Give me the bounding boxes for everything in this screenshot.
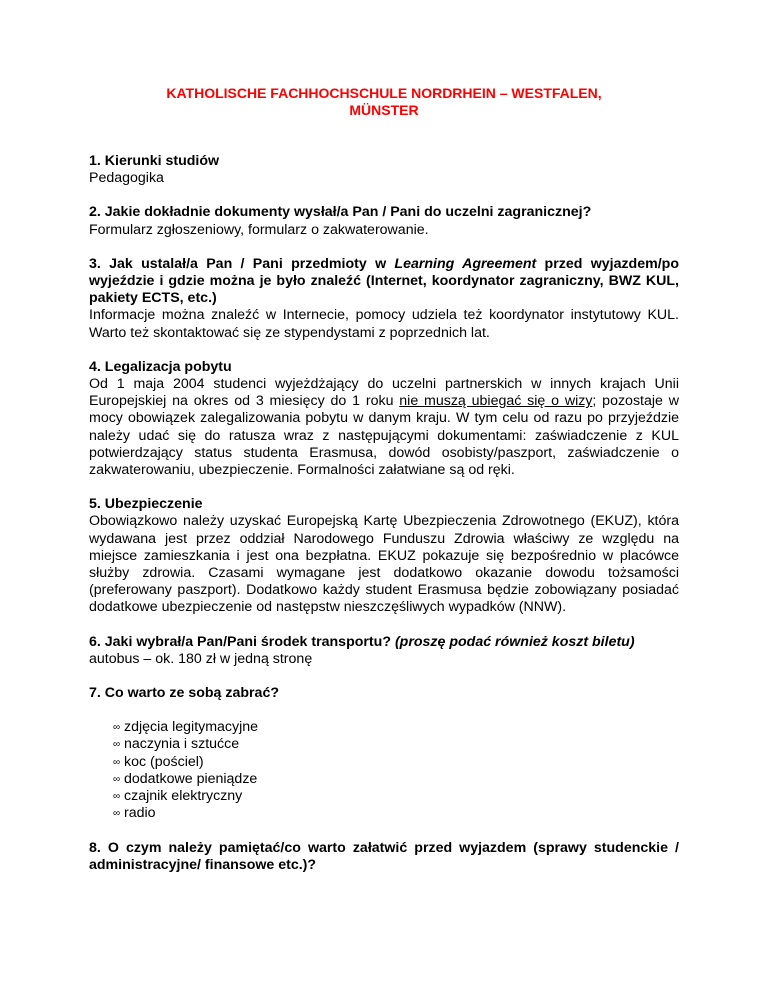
document-page bbox=[89, 0, 679, 874]
section-2 bbox=[89, 204, 679, 238]
section-3-question bbox=[89, 256, 679, 308]
section-3-answer: Informacje można znaleźć w Internecie, pomocy udziela też koordynator instytutowy KUL. Warto też skontaktować się ze stypendystami z poprzednich lat. bbox=[89, 307, 679, 341]
list-item: ∞ koc (pościel) bbox=[113, 753, 204, 770]
section-4-answer-part1: Od 1 maja 2004 studenci wyjeżdżający do uczelni partnerskich w innych krajach Unii Europejskiej na okres od 3 miesięcy do 1 roku bbox=[89, 376, 679, 410]
section-2-answer: Formularz zgłoszeniowy, formularz o zakwaterowanie. bbox=[89, 221, 429, 238]
section-7-question: 7. Co warto ze sobą zabrać? bbox=[89, 685, 280, 702]
section-5-answer: Obowiązkowo należy uzyskać Europejską Kartę Ubezpieczenia Zdrowotnego (EKUZ), która wydawana jest przez oddział Narodowego Funduszu Zdrowia właściwy ze względu na miejsce zamieszkania i jest ona bezpłatna. EKUZ pokazuje się bezpośrednio w placówce służby zdrowia. Czasami wymagane jest dodatkowo okazanie dowodu tożsamości (preferowany paszport). Dodatkowo każdy student Erasmusa będzie zobowiązany posiadać dodatkowe ubezpieczenie od następstw nieszczęśliwych wypadków (NNW). bbox=[89, 513, 679, 616]
infinity-bullet-icon: ∞ bbox=[113, 756, 121, 768]
infinity-bullet-icon: ∞ bbox=[113, 722, 121, 734]
section-4-answer-underlined: nie muszą ubiegać się o wizy bbox=[399, 393, 593, 410]
infinity-bullet-icon: ∞ bbox=[113, 791, 121, 803]
list-item: ∞ naczynia i sztućce bbox=[113, 736, 240, 753]
section-1-answer: Pedagogika bbox=[89, 170, 164, 187]
section-5-question: 5. Ubezpieczenie bbox=[89, 496, 203, 513]
section-8-question: 8. O czym należy pamiętać/co warto załatwić przed wyjazdem (sprawy studenckie / administracyjne/ finansowe etc.)? bbox=[89, 839, 679, 873]
section-6-question bbox=[89, 634, 679, 651]
section-6-question-italic: (proszę podać również koszt biletu) bbox=[394, 633, 635, 650]
section-8 bbox=[89, 840, 679, 874]
section-6-answer: autobus – ok. 180 zł w jedną stronę bbox=[89, 650, 313, 667]
title-line-1: KATHOLISCHE FACHHOCHSCHULE NORDRHEIN – WESTFALEN, bbox=[166, 85, 602, 101]
section-3-question-part2: przed wyjazdem/po wyjeździe i gdzie można je było znaleźć (Internet, koordynator zagraniczny, BWZ KUL, pakiety ECTS, etc.) bbox=[89, 255, 679, 307]
section-5 bbox=[89, 496, 679, 616]
infinity-bullet-icon: ∞ bbox=[113, 739, 121, 751]
section-4 bbox=[89, 359, 679, 479]
section-4-question: 4. Legalizacja pobytu bbox=[89, 358, 232, 375]
list-item: ∞ zdjęcia legitymacyjne bbox=[113, 719, 259, 736]
section-6 bbox=[89, 634, 679, 668]
section-4-answer bbox=[89, 376, 679, 479]
section-1 bbox=[89, 153, 679, 187]
title-line-2: MÜNSTER bbox=[349, 102, 419, 118]
document-title bbox=[89, 85, 679, 119]
section-3 bbox=[89, 256, 679, 342]
section-7 bbox=[89, 685, 679, 822]
section-6-question-text: 6. Jaki wybrał/a Pan/Pani środek transportu? bbox=[89, 633, 395, 650]
list-item: ∞ dodatkowe pieniądze bbox=[113, 770, 258, 787]
list-item: ∞ czajnik elektryczny bbox=[113, 788, 243, 805]
section-3-question-part1: 3. Jak ustalał/a Pan / Pani przedmioty w bbox=[89, 255, 395, 272]
infinity-bullet-icon: ∞ bbox=[113, 808, 121, 820]
section-7-list bbox=[89, 719, 679, 822]
section-1-question: 1. Kierunki studiów bbox=[89, 153, 220, 169]
section-3-question-italic: Learning Agreement bbox=[394, 255, 537, 272]
section-4-answer-part2: ; pozostaje w mocy obowiązek zalegalizowania pobytu w danym kraju. W tym celu od razu po przyjeździe należy udać się do ratusza wraz z następującymi dokumentami: zaświadczenie z KUL potwierdzający status studenta Erasmusa, dowód osobisty/paszport, zaświadczenie o zakwaterowaniu, ubezpieczenie. Formalności załatwiane są od ręki. bbox=[89, 393, 679, 479]
infinity-bullet-icon: ∞ bbox=[113, 773, 121, 785]
section-2-question: 2. Jakie dokładnie dokumenty wysłał/a Pan / Pani do uczelni zagranicznej? bbox=[89, 204, 592, 221]
list-item: ∞ radio bbox=[113, 805, 156, 822]
